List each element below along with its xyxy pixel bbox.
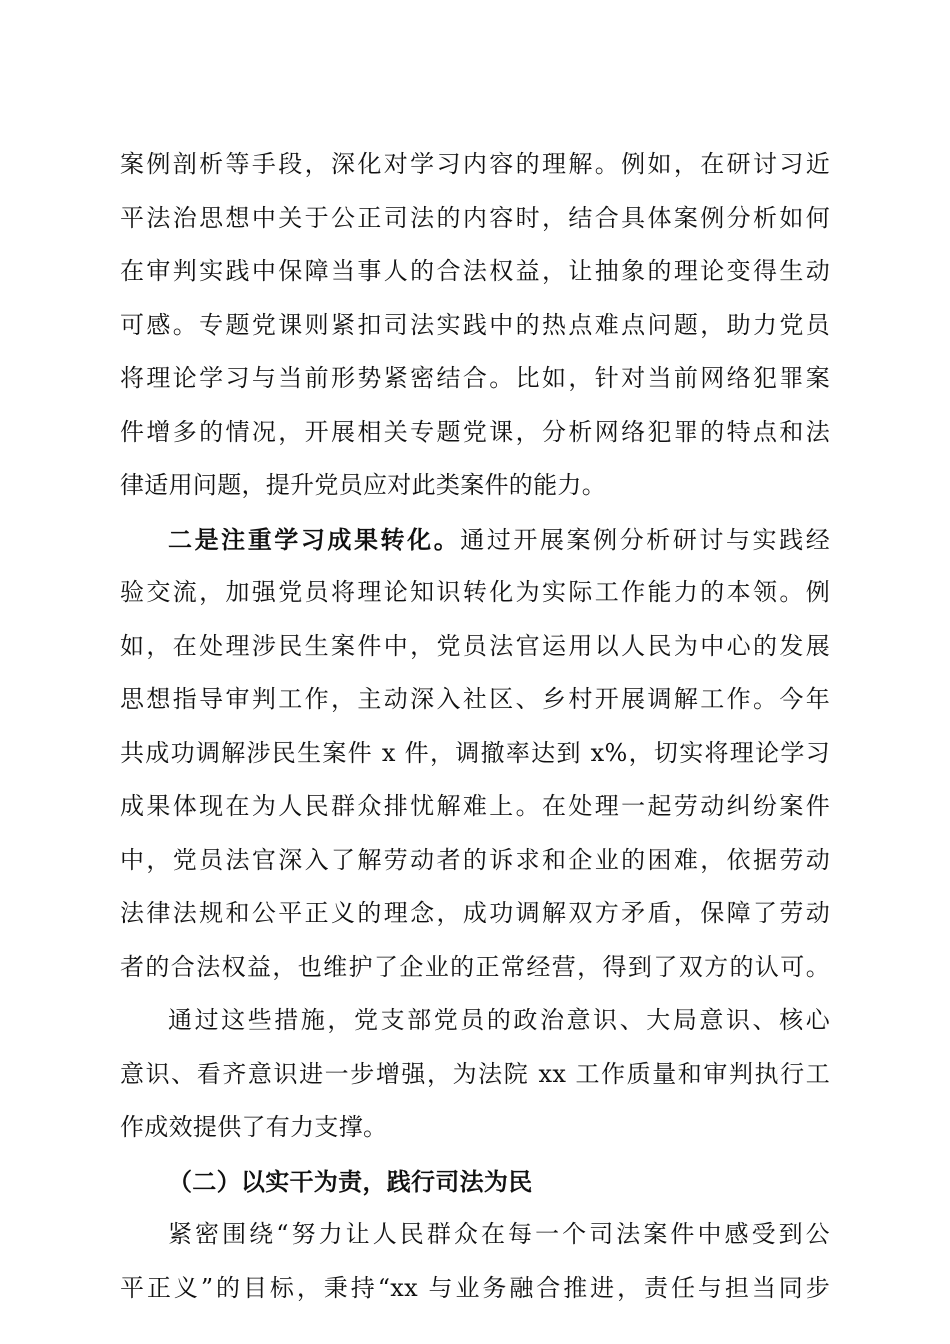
text-line: 件增多的情况，开展相关专题党课，分析网络犯罪的特点和法 xyxy=(120,417,830,446)
text-line: 将理论学习与当前形势紧密结合。比如，针对当前网络犯罪案 xyxy=(120,364,830,392)
text-line: 意识、看齐意识进一步增强，为法院 xx 工作质量和审判执行工 xyxy=(120,1059,830,1088)
text-line: 在审判实践中保障当事人的合法权益，让抽象的理论变得生动 xyxy=(120,257,830,285)
text-line: 法律法规和公平正义的理念，成功调解双方矛盾，保障了劳动 xyxy=(120,899,830,927)
text-line: 成果体现在为人民群众排忧解难上。在处理一起劳动纠纷案件 xyxy=(120,792,830,820)
text-line: 平正义”的目标，秉持“xx 与业务融合推进，责任与担当同步 xyxy=(120,1273,830,1302)
text-line: 律适用问题，提升党员应对此类案件的能力。 xyxy=(120,471,606,499)
text-line: 共成功调解涉民生案件 x 件，调撤率达到 x%，切实将理论学习 xyxy=(120,738,830,767)
text-line: 紧密围绕“努力让人民群众在每一个司法案件中感受到公 xyxy=(168,1220,830,1248)
text-line: 者的合法权益，也维护了企业的正常经营，得到了双方的认可。 xyxy=(120,952,830,981)
text-line: 案例剖析等手段，深化对学习内容的理解。例如，在研讨习近 xyxy=(120,150,830,178)
text-line: 如，在处理涉民生案件中，党员法官运用以人民为中心的发展 xyxy=(120,631,830,660)
paragraph-lead-rest: 通过开展案例分析研讨与实践经 xyxy=(460,525,830,554)
section-heading: （二）以实干为责，践行司法为民 xyxy=(168,1166,533,1196)
paragraph-lead-line xyxy=(120,513,830,567)
text-line: 可感。专题党课则紧扣司法实践中的热点难点问题，助力党员 xyxy=(120,310,830,339)
text-line: 验交流，加强党员将理论知识转化为实际工作能力的本领。例 xyxy=(120,578,830,606)
text-line: 作成效提供了有力支撑。 xyxy=(120,1113,388,1141)
text-line: 通过这些措施，党支部党员的政治意识、大局意识、核心 xyxy=(168,1006,830,1034)
text-line: 中，党员法官深入了解劳动者的诉求和企业的困难，依据劳动 xyxy=(120,845,830,874)
paragraph-lead-bold: 二是注重学习成果转化。 xyxy=(168,524,461,554)
text-line: 平法治思想中关于公正司法的内容时，结合具体案例分析如何 xyxy=(120,203,830,232)
document-body xyxy=(120,138,830,1315)
text-line: 思想指导审判工作，主动深入社区、乡村开展调解工作。今年 xyxy=(120,685,830,713)
